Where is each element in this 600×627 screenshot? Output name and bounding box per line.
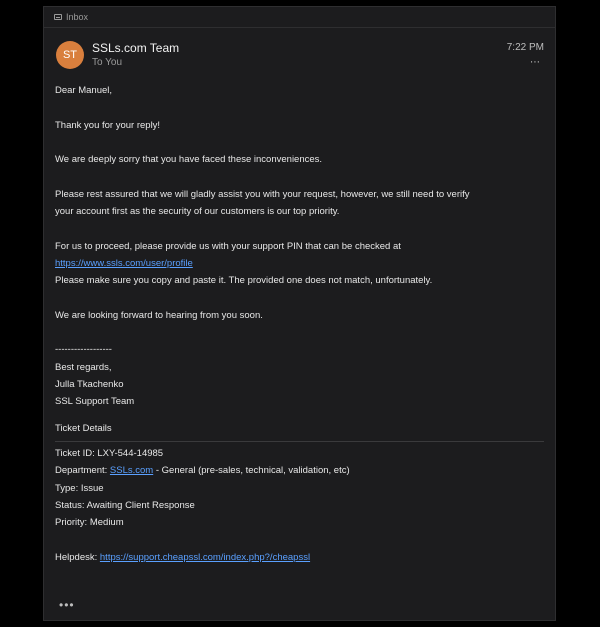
verify-line-1: Please rest assured that we will gladly assist you with your request, however, we still need to verify [55,188,470,200]
ticket-status: Status: Awaiting Client Response [55,499,195,511]
message-body [55,82,544,566]
verify-line-2: your account first as the security of our customers is our top priority. [55,206,340,218]
forward-line: We are looking forward to hearing from you soon. [55,309,263,321]
greeting: Dear Manuel, [55,85,113,96]
proceed-line: For us to proceed, please provide us with your support PIN that can be checked at [55,240,401,252]
mailbox-bar [44,7,555,28]
ticket-priority: Priority: Medium [55,517,124,529]
ticket-heading: Ticket Details [55,422,112,434]
inbox-icon [54,14,62,20]
message-time: 7:22 PM [506,42,544,53]
signer-name: Julla Tkachenko [55,379,124,391]
sender-name[interactable]: SSLs.com Team [92,41,180,55]
department-label: Department: [55,465,110,477]
department-link[interactable]: SSLs.com [109,465,154,477]
ticket-divider [55,441,544,442]
recipient-line: To You [92,57,123,68]
avatar: ST [56,41,84,69]
department-detail: - General (pre-sales, technical, validation, etc) [153,465,350,477]
team-name: SSL Support Team [55,396,135,408]
mailbox-label[interactable]: Inbox [66,12,89,22]
ticket-type: Type: Issue [55,482,104,494]
helpdesk-line [55,549,544,566]
profile-link[interactable]: https://www.ssls.com/user/profile [55,257,193,269]
copy-line: Please make sure you copy and paste it. The provided one does not match, unfortunately. [55,275,433,287]
show-trimmed-button[interactable]: ••• [59,598,75,612]
signature-separator: ------------------ [55,344,112,356]
helpdesk-label: Helpdesk: [55,551,100,563]
ticket-id: Ticket ID: LXY-544-14985 [55,447,164,459]
helpdesk-link[interactable]: https://support.cheapssl.com/index.php?/cheapssl [99,551,311,563]
apology-line: We are deeply sorry that you have faced these inconveniences. [55,154,323,166]
regards-line: Best regards, [55,361,112,373]
email-panel [43,6,556,621]
more-actions-button[interactable]: ⋯ [530,57,541,68]
ticket-department [55,462,544,479]
message-header [44,28,555,76]
thanks-line: Thank you for your reply! [55,119,161,131]
